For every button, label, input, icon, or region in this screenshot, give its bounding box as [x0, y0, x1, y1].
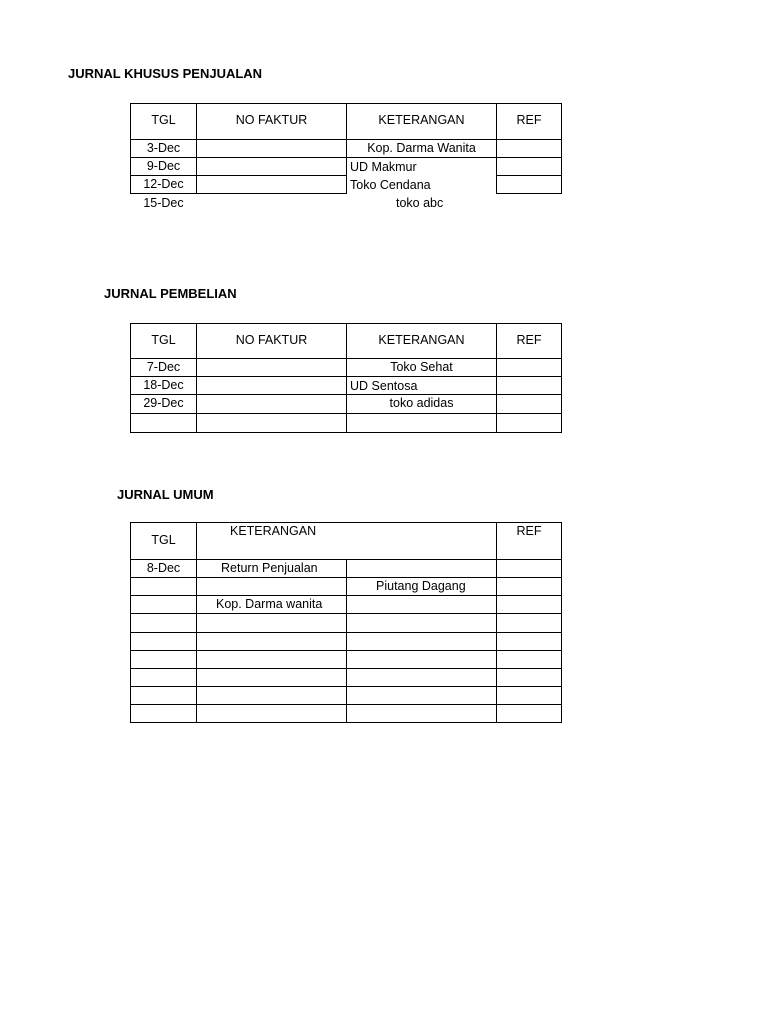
- cell-keterangan: toko adidas: [389, 396, 454, 410]
- header-ref: REF: [516, 113, 542, 127]
- cell-keterangan: toko abc: [396, 196, 444, 210]
- header-tgl: TGL: [151, 533, 176, 547]
- table-border: [561, 522, 562, 723]
- cell-tgl: 9-Dec: [146, 159, 181, 173]
- penjualan-title: JURNAL KHUSUS PENJUALAN: [68, 66, 263, 81]
- cell-keterangan-kredit: Piutang Dagang: [376, 579, 466, 593]
- cell-tgl: 18-Dec: [143, 378, 184, 392]
- header-no-faktur: NO FAKTUR: [235, 333, 308, 347]
- table-border: [196, 522, 197, 723]
- cell-keterangan-debit: Kop. Darma wanita: [216, 597, 323, 611]
- cell-tgl: 15-Dec: [143, 196, 184, 210]
- header-keterangan: KETERANGAN: [230, 524, 317, 538]
- pembelian-title: JURNAL PEMBELIAN: [104, 286, 237, 301]
- cell-tgl: 3-Dec: [146, 141, 181, 155]
- cell-keterangan: UD Makmur: [350, 160, 417, 174]
- cell-tgl: 7-Dec: [146, 360, 181, 374]
- table-border: [496, 522, 497, 723]
- cell-keterangan-debit: Return Penjualan: [221, 561, 318, 575]
- table-border: [130, 193, 346, 194]
- table-border: [496, 175, 562, 176]
- cell-keterangan: Kop. Darma Wanita: [367, 141, 476, 155]
- cell-keterangan: UD Sentosa: [350, 379, 418, 393]
- header-no-faktur: NO FAKTUR: [235, 113, 308, 127]
- table-border: [130, 522, 131, 723]
- table-border: [561, 103, 562, 194]
- cell-tgl: 12-Dec: [143, 177, 184, 191]
- header-ref: REF: [516, 524, 542, 538]
- header-tgl: TGL: [151, 333, 176, 347]
- umum-title: JURNAL UMUM: [117, 487, 214, 502]
- header-keterangan: KETERANGAN: [378, 113, 465, 127]
- header-keterangan: KETERANGAN: [378, 333, 465, 347]
- cell-keterangan: Toko Cendana: [350, 178, 431, 192]
- table-border: [561, 323, 562, 433]
- table-border: [346, 559, 347, 723]
- cell-tgl: 29-Dec: [143, 396, 184, 410]
- header-ref: REF: [516, 333, 542, 347]
- table-border: [496, 193, 562, 194]
- cell-keterangan: Toko Sehat: [390, 360, 453, 374]
- header-tgl: TGL: [151, 113, 176, 127]
- cell-tgl: 8-Dec: [146, 561, 181, 575]
